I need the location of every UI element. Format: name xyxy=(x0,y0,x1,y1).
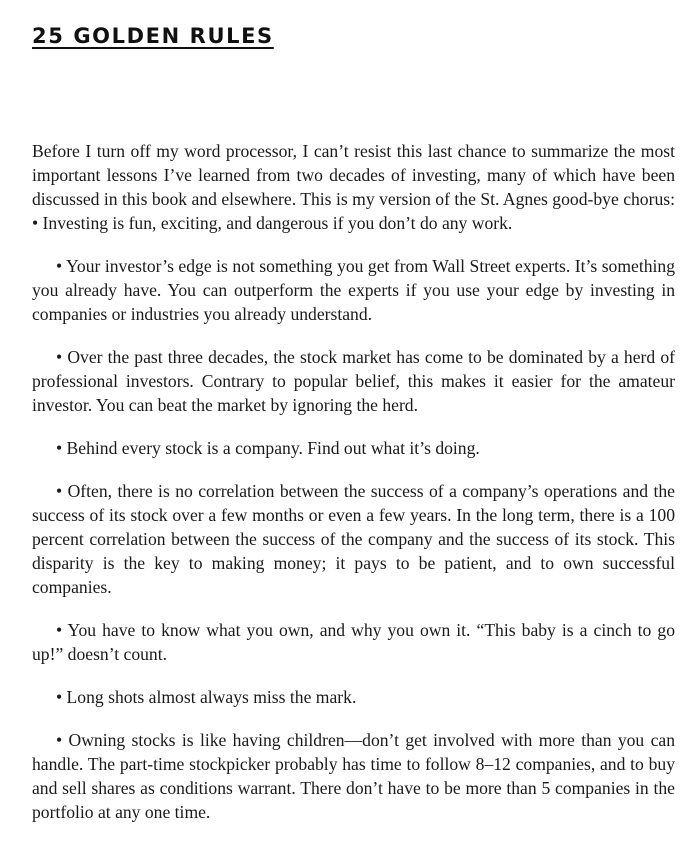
paragraph-rule-company: • Behind every stock is a company. Find out what it’s doing. xyxy=(56,438,480,458)
paragraph-rule-herd: • Over the past three decades, the stock market has come to be dominated by a herd of professional investors. Contrary to popular belief, this makes it easier for the amateur investor. You can beat the market by ignoring the herd. xyxy=(32,347,675,415)
paragraph-rule-edge: • Your investor’s edge is not something you get from Wall Street experts. It’s something you already have. You can outperform the experts if you use your edge by investing in companies or industries you already understand. xyxy=(32,256,675,324)
body-text xyxy=(32,139,675,843)
paragraph-rule-long-shots: • Long shots almost always miss the mark. xyxy=(56,687,357,707)
paragraph-intro: Before I turn off my word processor, I can’t resist this last chance to summarize the most important lessons I’ve learned from two decades of investing, many of which have been discussed in this book and elsewhere. This is my version of the St. Agnes good-bye chorus: • Investing is fun, exciting, and dangerous if you don’t do any work. xyxy=(32,141,675,233)
paragraph-rule-correlation: • Often, there is no correlation between the success of a company’s operations and the success of its stock over a few months or even a few years. In the long term, there is a 100 percent correlation between the success of the company and the success of its stock. This disparity is the key to making money; it pays to be patient, and to own successful companies. xyxy=(32,481,675,597)
book-page xyxy=(32,0,675,867)
paragraph-rule-children: • Owning stocks is like having children—don’t get involved with more than you can handle. The part-time stockpicker probably has time to follow 8–12 companies, and to buy and sell shares as conditions warrant. There don’t have to be more than 5 companies in the portfolio at any one time. xyxy=(32,730,675,822)
paragraph-rule-know-what-you-own: • You have to know what you own, and why you own it. “This baby is a cinch to go up!” doesn’t count. xyxy=(32,620,675,664)
chapter-title: 25 GOLDEN RULES xyxy=(32,24,274,48)
